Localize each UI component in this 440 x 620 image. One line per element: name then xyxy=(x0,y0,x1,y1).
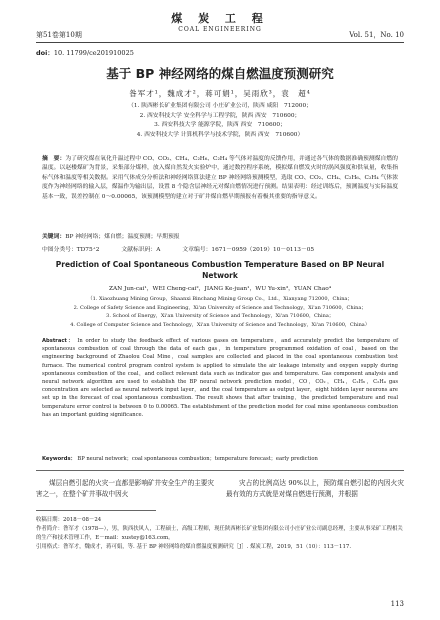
footnote-author-bio: 作者简介：昝军才（1978—），男，陕西扶风人，工程硕士，高级工程师，现任陕西彬长矿业集团有限公司小庄矿业公司副总经理，主要从事采矿工程相关的生产和技术管理工作，E－mail：xustey@163.com。 xyxy=(36,526,403,541)
running-header xyxy=(36,8,404,43)
affiliation-line-en: （1. Xiaozhuang Mining Group，Shaanxi Binchang Mining Group Co.，Ltd.，Xianyang 712000，China； xyxy=(87,296,353,302)
clc-number: 中图分类号：TD75⁺2 xyxy=(42,247,100,253)
affiliations xyxy=(36,102,404,140)
keywords-en-label: Keywords： xyxy=(42,456,76,462)
affiliation-line: 4. 西安科技大学 计算机科学与技术学院，陕西 西安 710600） xyxy=(136,131,304,138)
affiliation-line-en: 2. College of Safety Science and Engineering，Xi'an University of Science and Technology，Xi'an 710600，China； xyxy=(73,304,367,311)
affiliation-line: 3. 西安科技大学 能源学院，陕西 西安 710600； xyxy=(154,122,286,129)
article-number: 文章编号：1671－0959（2019）10－0113－05 xyxy=(182,247,315,253)
footnote-divider xyxy=(36,510,156,511)
doi-line xyxy=(36,48,134,57)
affiliations-en xyxy=(42,295,398,329)
doi-label: doi： xyxy=(36,49,54,57)
keywords-cn xyxy=(42,233,398,242)
abstract-en-text: In order to study the feedback effect of various gases on temperature，and accurately predict the temperature of spontaneous combustion of coal through the data of each gas，in temperature programmed oxidation of coal，based on the engineering background of Zhaolou Coal Mine，coal samples are collected and placed in the coal spontaneous combustion test furnace. The numerical control program control system is applied to simulate the air leakage intensity and oxygen supply during spontaneous combustion of the coal，and collect relevant data such as indicator gas and temperature. Gas component analysis and neural network algorithm are used to establish the BP neural network prediction model，CO，CO₂，CH₄，C₂H₆，C₂H₄ gas concentration are selected as neural network input layer，and the coal temperature as output layer，eight hidden layer neurons are set up in the forecast of coal spontaneous combustion. The result shows that after training，the predicted temperature and real temperature error control is between 0 to 0.00065. The establishment of the prediction model for coal mine spontaneous combustion has an important guiding significance. xyxy=(42,338,398,418)
abstract-cn xyxy=(42,155,398,202)
article-title-en: Prediction of Coal Spontaneous Combustion Temperature Based on BP Neural Network xyxy=(55,260,385,280)
footnotes xyxy=(36,516,404,552)
affiliation-line: 2. 西安科技大学 安全科学与工程学院，陕西 西安 710600； xyxy=(139,112,301,119)
abstract-text: 为了研究煤在氧化升温过程中 CO、CO₂、CH₄、C₂H₆、C₂H₄ 等气体对温度的反馈作用，并通过各气体的数据准确预测煤自燃的温度。以赵楼煤矿为背景，采集部分煤样，放入煤自然发火实验炉中，通过数控程序系统，模拟煤自燃发火时的涡风强度和供氧量，收集指标气体和温度等相关数据。采用气体成分分析法和神经网络算法建立 BP 神经网络预测模型，选取 CO、CO₂、CH₄、C₂H₆、C₂H₄ 气体浓度作为神经网络的输入层，煤温作为输出层，设置 8 个隐含层神经元对煤自燃情况进行预测。结果表明：经过训练后，预测温度与实际温度基本一致，误差控制在 0～0.00065，该预测模型的建立对于矿井煤自燃早期预报有着极其重要的指导意义。 xyxy=(42,156,398,200)
footnote-citation: 引用格式：昝军才，魏成才，蒋可娟，等. 基于 BP 神经网络的煤自燃温度预测研究［J］. 煤炭工程，2019，51（10）：113－117. xyxy=(36,544,352,550)
keywords-en-text: BP neural network；coal spontaneous combustion；temperature forecast；early prediction xyxy=(77,456,318,462)
keywords-en xyxy=(42,455,398,463)
body-column-right: 灾占的比例高达 90%以上，预防煤自燃引起的内因火灾最有效的方式就是对煤自燃进行预测，并根据 xyxy=(226,479,404,498)
page-number: 113 xyxy=(390,600,404,608)
journal-title-en: COAL ENGINEERING xyxy=(178,26,262,33)
body-column-left: 煤层自燃引起的火灾一直都是影响矿井安全生产的主要灾害之一，在整个矿井事故中因火 xyxy=(36,479,214,498)
volume-issue-en: Vol. 51，No. 10 xyxy=(349,31,404,39)
author-list-en: ZAN Jun-cai¹，WEI Cheng-cai²，JIANG Ke-juan¹，WU Yu-xin³，YUAN Chao⁴ xyxy=(108,286,332,292)
keywords-text: BP 神经网络；煤自燃；温度预测；早期预报 xyxy=(65,234,180,240)
keywords-label: 关键词： xyxy=(42,234,66,240)
article-title: 基于 BP 神经网络的煤自燃温度预测研究 xyxy=(106,66,334,81)
volume-issue-cn: 第51卷第10期 xyxy=(36,31,82,39)
affiliation-line-en: 3. School of Energy，Xi'an University of Science and Technology，Xi'an 710600，China； xyxy=(106,313,334,320)
footnote-received: 收稿日期：2018－08－24 xyxy=(36,517,102,523)
section-divider xyxy=(36,470,404,471)
abstract-label: 摘 要： xyxy=(42,156,66,162)
affiliation-line: （1. 陕西彬长矿业集团有限公司 小庄矿业公司，陕西 咸阳 712000； xyxy=(128,103,312,109)
author-list: 昝军才¹，魏成才²，蒋可娟¹，吴雨欣³，袁 超⁴ xyxy=(129,89,311,98)
abstract-en xyxy=(42,337,398,419)
doi-value[interactable]: 10. 11799/ce201910025 xyxy=(53,49,134,57)
abstract-en-label: Abstract： xyxy=(42,338,75,344)
journal-title-cn: 煤 炭 工 程 xyxy=(171,12,269,25)
affiliation-line-en: 4. College of Computer Science and Technology，Xi'an University of Science and Technology，Xi'an 710600，China） xyxy=(70,321,370,328)
classification-row xyxy=(42,244,398,253)
document-code: 文献标识码：A xyxy=(121,247,161,253)
